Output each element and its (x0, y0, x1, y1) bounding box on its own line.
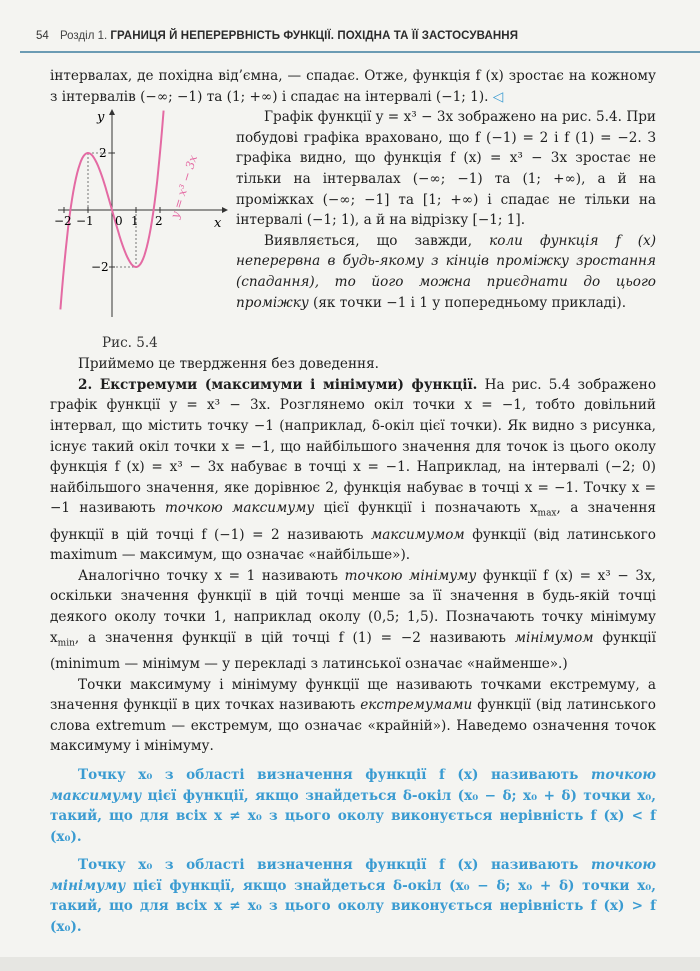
x-tick-label: −2 (54, 214, 72, 229)
section-label: Розділ 1. (60, 30, 108, 42)
figure-5-4 (50, 107, 230, 354)
x-tick-label: −1 (76, 214, 94, 229)
y-tick-label: 2 (99, 146, 107, 161)
definition-minimum: Точку x₀ з області визначення функції f (x) називають точкою мінімуму цієї функції, якщо знайдеться δ-окіл (x₀ − δ; x₀ + δ) точки x₀, такий, що для всіх x ≠ x₀ з цього околу виконується нерівність f (x) > f (x₀). (50, 857, 656, 936)
y-axis-label: y (97, 110, 105, 126)
figure-caption: Рис. 5.4 (102, 335, 158, 352)
definition-maximum: Точку x₀ з області визначення функції f (x) називають точкою максимуму цієї функції, якщо знайдеться δ-окіл (x₀ − δ; x₀ + δ) точки x₀, такий, що для всіх x ≠ x₀ з цього околу виконується нерівність f (x) < f (x₀). (50, 766, 656, 845)
header-divider (20, 51, 700, 53)
section-heading: 2. Екстремуми (максимуми і мінімуми) функції. (78, 376, 478, 393)
x-axis-arrow-icon (222, 207, 228, 213)
y-tick-label: −2 (91, 260, 109, 275)
figure-block (50, 107, 656, 354)
y-axis-arrow-icon (109, 109, 115, 115)
page-number: 54 (36, 30, 49, 42)
x-tick-label: 2 (155, 214, 163, 229)
minimum-paragraph: Аналогічно точку x = 1 називають точкою мінімуму функції f (x) = x³ − 3x, оскільки значення функції в цій точці менше за її значення в будь-якій точці деякого околу точки 1, наприклад околу (0,5; 1,5). Позначають точку мінімуму $x_{min}$, а значення функції в цій точці f (1) = −2 називають мінімумом функції (minimum — мінімум — у перекладі з латинської означає «найменше».) (50, 567, 656, 672)
statement-emphasis: коли функція f (x) неперервна в будь-якому з кінців проміжку зростання (спадання), то його можна приєднати до цього проміжку (236, 232, 656, 311)
function-graph (50, 107, 230, 329)
statement-paragraph: Виявляється, що завжди, коли функція f (x) неперервна в будь-якому з кінців проміжку зростання (спадання), то його можна приєднати до цього проміжку (як точки −1 і 1 у попередньому прикладі). (236, 232, 656, 311)
accept-statement: Приймемо це твердження без доведення. (78, 356, 379, 373)
x-axis-label: x (214, 216, 222, 232)
end-of-solution-icon: ◁ (492, 88, 504, 105)
intro-paragraph: інтервалах, де похідна від’ємна, — спадає. Отже, функція f (x) зростає на кожному з інтервалів (−∞; −1) та (1; +∞) і спадає на інтервалі (−1; 1). ◁ (50, 68, 656, 105)
curve-equation-label: y = x³ − 3x (167, 153, 200, 221)
running-header (36, 30, 518, 42)
page-header (0, 0, 700, 60)
origin-label: 0 (115, 214, 123, 229)
graph-description: Графік функції y = x³ − 3x зображено на рис. 5.4. При побудові графіка враховано, що f (−1) = 2 і f (1) = −2. З графіка видно, що функція f (x) = x³ − 3x зростає не тільки на інтервалах (−∞; −1) та (1; +∞), а й на проміжках (−∞; −1] та [1; +∞) і спадає не тільки на інтервалі (−1; 1), а й на відрізку [−1; 1]. (236, 109, 656, 229)
x-tick-label: 1 (131, 214, 139, 229)
figure-side-text (236, 107, 656, 313)
extrema-paragraph: 2. Екстремуми (максимуми і мінімуми) функції. На рис. 5.4 зображено графік функції y = x³ − 3x. Розглянемо окіл точки x = −1, тобто довільний інтервал, що містить точку −1 (наприклад, δ-окіл цієї точки). Як видно з рисунка, існує такий окіл точки x = −1, що найбільшого значення для точок із цього околу функція f (x) = x³ − 3x набуває в точці x = −1. Наприклад, на інтервалі (−2; 0) найбільшого значення, яке дорівнює 2, функція набуває в точці x = −1. Точку x = −1 називають точкою максимуму цієї функції і позначають $x_{max}$, а значення функції в цій точці f (−1) = 2 називають максимумом функції (від латинського maximum — максимум, що означає «найбільше»). (50, 376, 657, 564)
extremum-paragraph: Точки максимуму і мінімуму функції ще називають точками екстремуму, а значення функції в цих точках називають екстремумами функції (від латинського слова extremum — екстремум, що означає «крайній»). Наведемо означення точок максимуму і мінімуму. (50, 676, 656, 755)
page-bottom-edge (0, 957, 700, 971)
chapter-title: ГРАНИЦЯ Й НЕПЕРЕРВНІСТЬ ФУНКЦІЇ. ПОХІДНА ТА ЇЇ ЗАСТОСУВАННЯ (110, 30, 519, 42)
page-content (50, 66, 656, 938)
